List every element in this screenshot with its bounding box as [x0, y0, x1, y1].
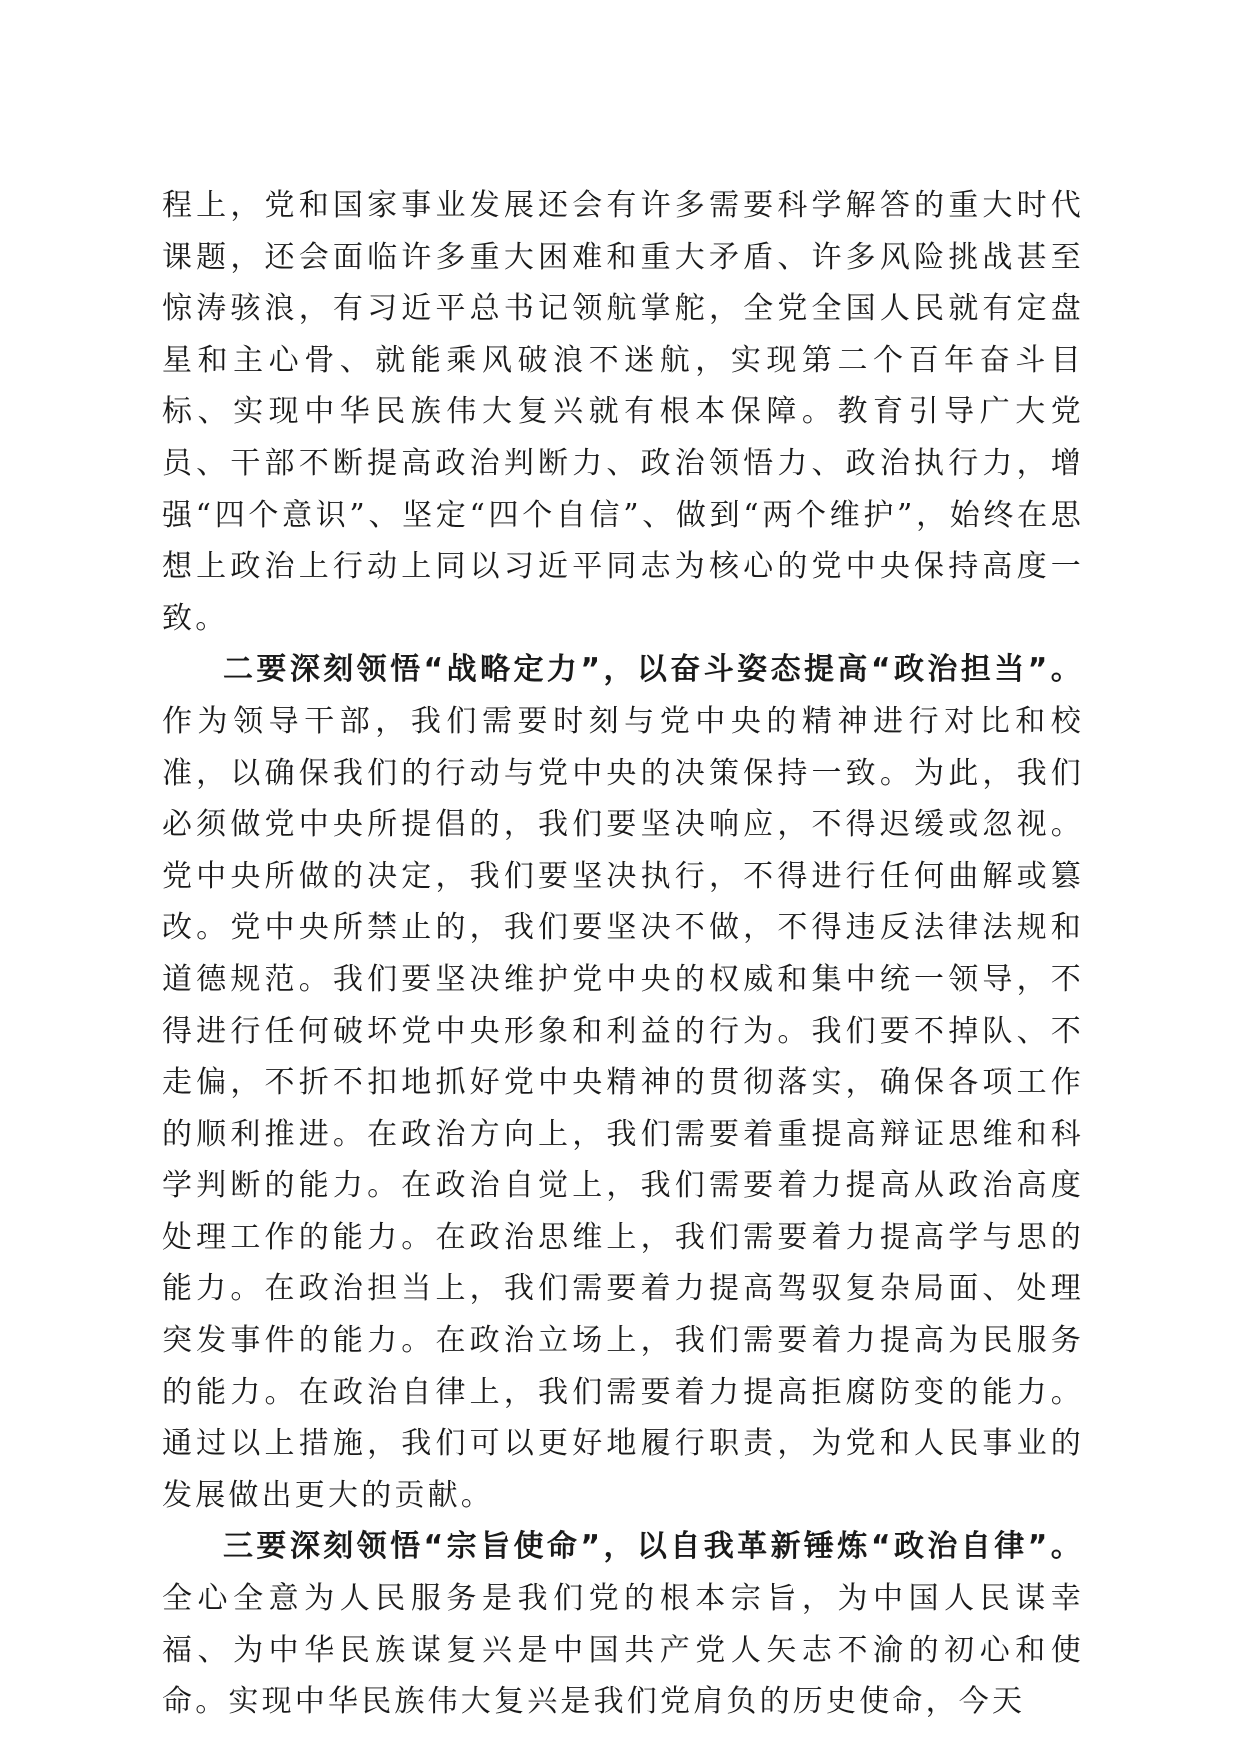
paragraph-2 — [162, 644, 1084, 1521]
paragraph-3-body: 全心全意为人民服务是我们党的根本宗旨，为中国人民谋幸福、为中华民族谋复兴是中国共产党人矢志不渝的初心和使命。实现中华民族伟大复兴是我们党肩负的历史使命，今天 — [162, 1581, 1084, 1720]
paragraph-1 — [162, 180, 1084, 644]
paragraph-3-heading: 三要深刻领悟“宗旨使命”，以自我革新锤炼“政治自律”。 — [223, 1529, 1084, 1565]
paragraph-2-body: 作为领导干部，我们需要时刻与党中央的精神进行对比和校准，以确保我们的行动与党中央的决策保持一致。为此，我们必须做党中央所提倡的，我们要坚决响应，不得迟缓或忽视。党中央所做的决定，我们要坚决执行，不得进行任何曲解或篡改。党中央所禁止的，我们要坚决不做，不得违反法律法规和道德规范。我们要坚决维护党中央的权威和集中统一领导，不得进行任何破坏党中央形象和利益的行为。我们要不掉队、不走偏，不折不扣地抓好党中央精神的贯彻落实，确保各项工作的顺利推进。在政治方向上，我们需要着重提高辩证思维和科学判断的能力。在政治自觉上，我们需要着力提高从政治高度处理工作的能力。在政治思维上，我们需要着力提高学与思的能力。在政治担当上，我们需要着力提高驾驭复杂局面、处理突发事件的能力。在政治立场上，我们需要着力提高为民服务的能力。在政治自律上，我们需要着力提高拒腐防变的能力。通过以上措施，我们可以更好地履行职责，为党和人民事业的发展做出更大的贡献。 — [162, 703, 1084, 1513]
paragraph-2-heading: 二要深刻领悟“战略定力”，以奋斗姿态提高“政治担当”。 — [223, 652, 1084, 688]
document-page — [162, 180, 1084, 1728]
paragraph-3 — [162, 1521, 1084, 1727]
paragraph-1-body: 程上，党和国家事业发展还会有许多需要科学解答的重大时代课题，还会面临许多重大困难和重大矛盾、许多风险挑战甚至惊涛骇浪，有习近平总书记领航掌舵，全党全国人民就有定盘星和主心骨、就能乘风破浪不迷航，实现第二个百年奋斗目标、实现中华民族伟大复兴就有根本保障。教育引导广大党员、干部不断提高政治判断力、政治领悟力、政治执行力，增强“四个意识”、坚定“四个自信”、做到“两个维护”，始终在思想上政治上行动上同以习近平同志为核心的党中央保持高度一致。 — [162, 188, 1084, 636]
